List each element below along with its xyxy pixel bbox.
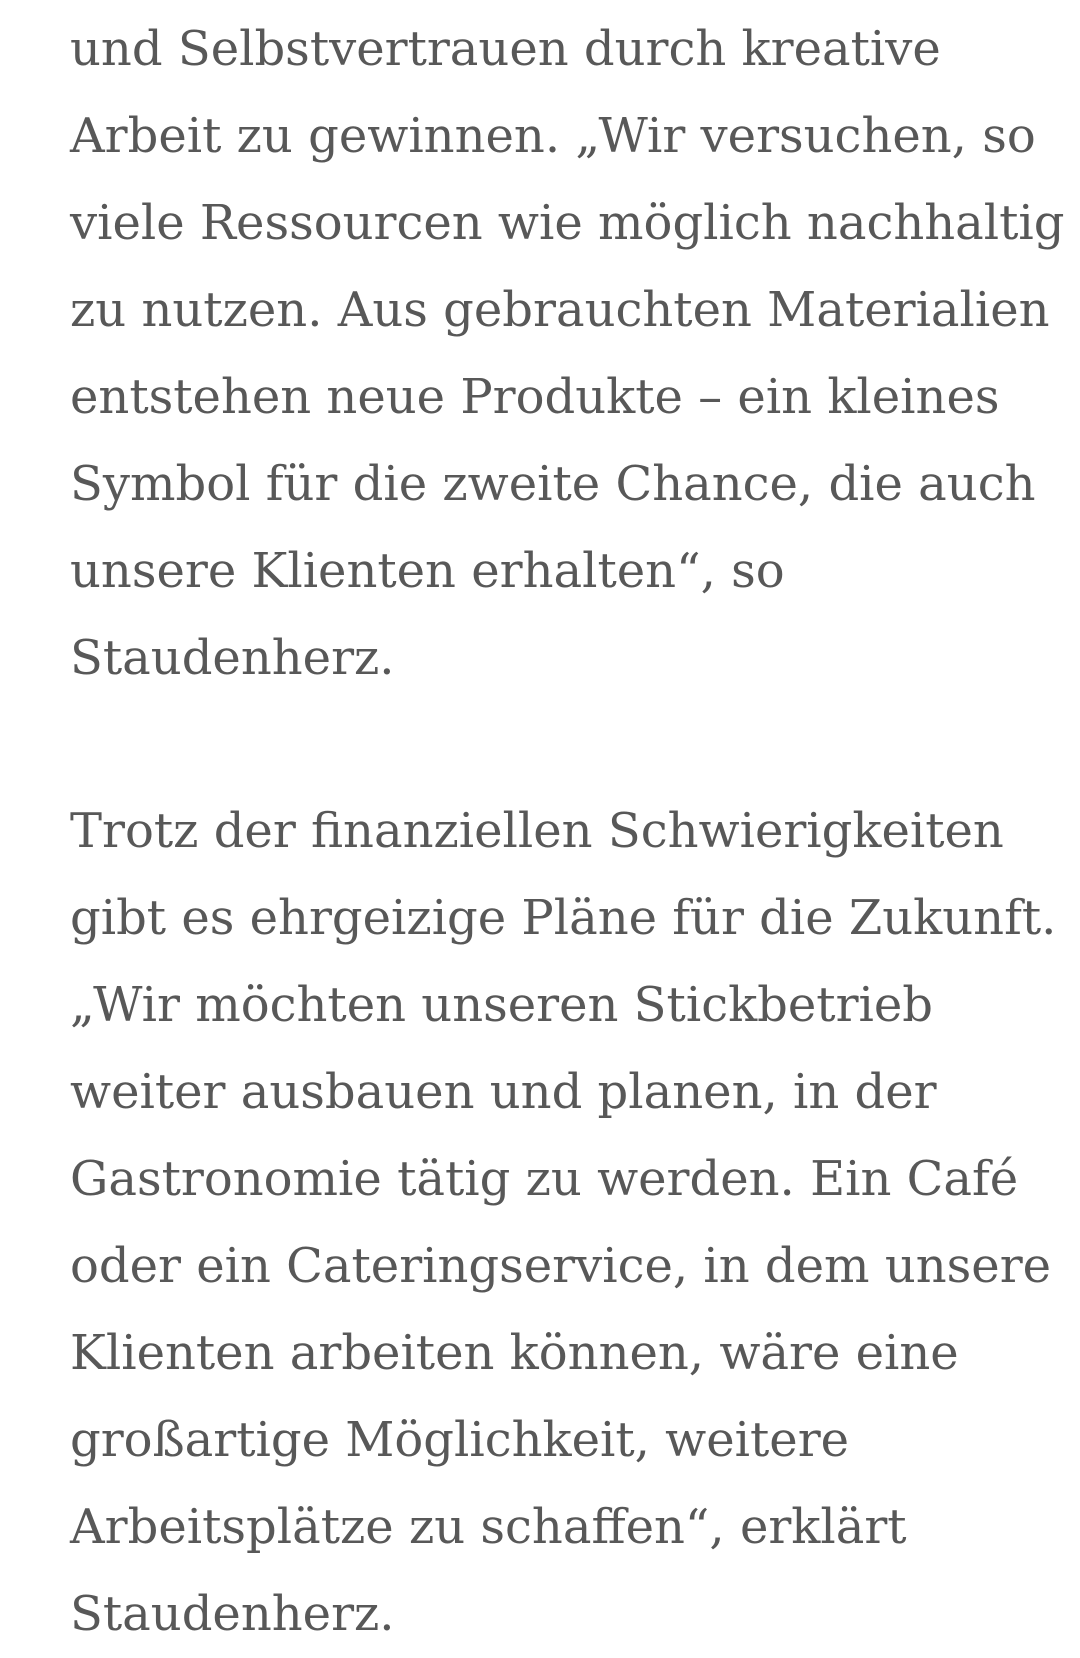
text-line: Staudenherz.	[70, 1586, 395, 1642]
text-line: Klienten arbeiten können, wäre eine	[70, 1325, 959, 1381]
text-line: oder ein Cateringservice, in dem unsere	[70, 1238, 1052, 1294]
text-line: Arbeit zu gewinnen. „Wir versuchen, so	[70, 108, 1036, 164]
text-line: zu nutzen. Aus gebrauchten Materialien	[70, 282, 1050, 338]
text-line: Arbeitsplätze zu schaffen“, erklärt	[70, 1499, 907, 1555]
text-line: entstehen neue Produkte – ein kleines	[70, 369, 1000, 425]
text-line: gibt es ehrgeizige Pläne für die Zukunft.	[70, 890, 1057, 946]
text-line: Gastronomie tätig zu werden. Ein Café	[70, 1151, 1019, 1207]
text-line: großartige Möglichkeit, weitere	[70, 1412, 850, 1468]
paragraph-future-plans	[70, 788, 1057, 1658]
text-line: unsere Klienten erhalten“, so	[70, 543, 785, 599]
text-line: Symbol für die zweite Chance, die auch	[70, 456, 1036, 512]
paragraph-spacing	[70, 702, 1030, 788]
text-line: „Wir möchten unseren Stickbetrieb	[70, 977, 934, 1033]
paragraph-resources	[70, 6, 1065, 702]
article-body	[70, 6, 1065, 1658]
text-line: Staudenherz.	[70, 630, 395, 686]
text-line: weiter ausbauen und planen, in der	[70, 1064, 937, 1120]
text-line: viele Ressourcen wie möglich nachhaltig	[70, 195, 1065, 251]
text-line: Trotz der finanziellen Schwierigkeiten	[70, 803, 1004, 859]
text-line: und Selbstvertrauen durch kreative	[70, 21, 941, 77]
